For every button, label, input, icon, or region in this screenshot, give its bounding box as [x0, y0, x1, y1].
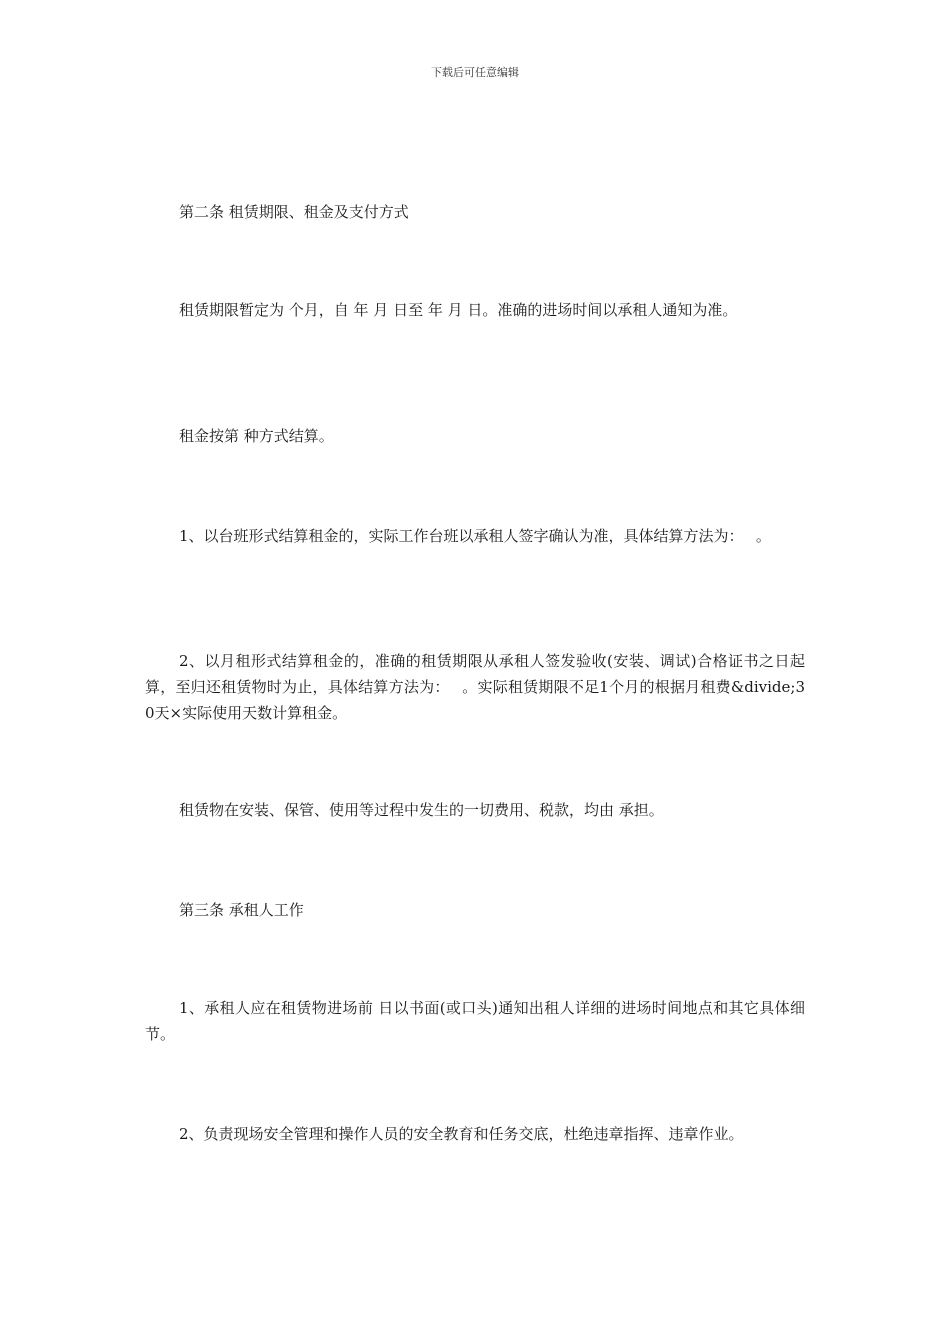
section-heading-article-2: 第二条 租赁期限、租金及支付方式 — [179, 203, 409, 221]
paragraph-safety-obligation: 2、负责现场安全管理和操作人员的安全教育和任务交底，杜绝违章指挥、违章作业。 — [179, 1125, 744, 1143]
paragraph-shift-settlement: 1、以台班形式结算租金的，实际工作台班以承租人签字确认为准，具体结算方法为： 。 — [179, 527, 771, 545]
paragraph-notice-obligation: 1、承租人应在租赁物进场前 日以书面(或口头)通知出租人详细的进场时间地点和其它具体细节。 — [145, 999, 805, 1043]
section-heading-article-3: 第三条 承租人工作 — [179, 901, 304, 919]
paragraph-monthly-settlement: 2、以月租形式结算租金的，准确的租赁期限从承租人签发验收(安装、调试)合格证书之日起算，至归还租赁物时为止，具体结算方法为： 。实际租赁期限不足1个月的根据月租费&divide;30天×实际使用天数计算租金。 — [145, 652, 805, 722]
paragraph-lease-term: 租赁期限暂定为 个月，自 年 月 日至 年 月 日。准确的进场时间以承租人通知为准。 — [179, 301, 738, 319]
page-header: 下载后可任意编辑 — [431, 66, 519, 79]
paragraph-costs: 租赁物在安装、保管、使用等过程中发生的一切费用、税款，均由 承担。 — [179, 801, 664, 819]
paragraph-rent-method: 租金按第 种方式结算。 — [179, 427, 334, 445]
